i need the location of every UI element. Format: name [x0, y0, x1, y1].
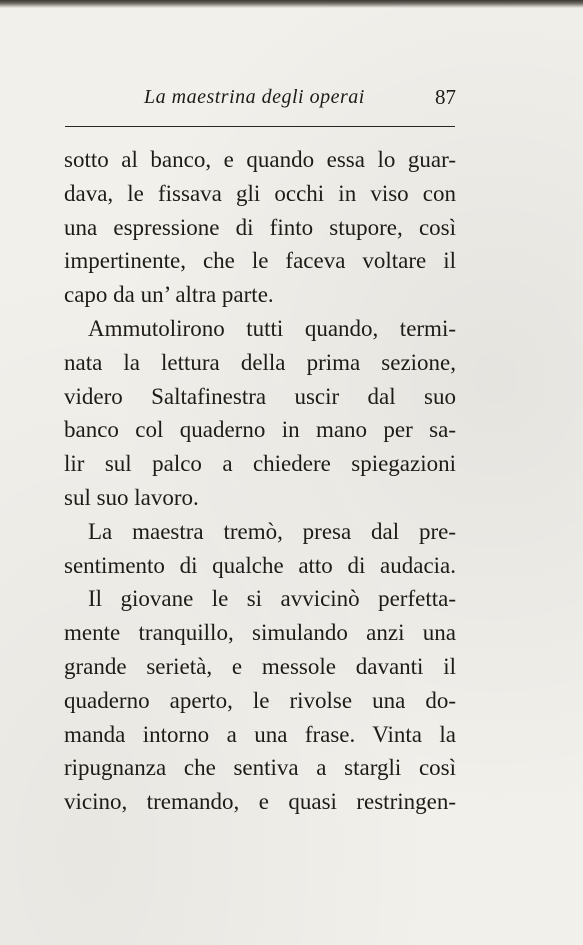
- text-line: Il giovane le si avvicinò perfetta-: [88, 586, 456, 612]
- text-line: banco col quaderno in mano per sa-: [64, 417, 456, 443]
- text-line: nata la lettura della prima sezione,: [64, 349, 456, 375]
- body-text: [64, 143, 456, 819]
- text-line: La maestra tremò, presa dal pre-: [88, 518, 456, 544]
- text-line: dava, le fissava gli occhi in viso con: [64, 180, 456, 206]
- text-line: grande serietà, e messole davanti il: [64, 653, 456, 679]
- text-line: sentimento di qualche atto di audacia.: [64, 552, 456, 578]
- page-number: 87: [435, 85, 456, 109]
- header-rule: [65, 126, 455, 127]
- running-title: La maestrina degli operai: [144, 86, 365, 108]
- text-line: ripugnanza che sentiva a stargli così: [64, 755, 456, 781]
- text-line: Ammutolirono tutti quando, termi-: [88, 315, 456, 341]
- text-line: capo da un’ altra parte.: [64, 282, 274, 308]
- text-line: quaderno aperto, le rivolse una do-: [64, 687, 456, 713]
- page-top-edge: [0, 0, 583, 8]
- text-line: manda intorno a una frase. Vinta la: [64, 721, 456, 747]
- text-line: mente tranquillo, simulando anzi una: [64, 620, 456, 646]
- text-line: sotto al banco, e quando essa lo guar-: [64, 147, 456, 172]
- text-line: una espressione di finto stupore, così: [64, 214, 456, 240]
- text-line: vicino, tremando, e quasi restringen-: [64, 789, 456, 815]
- running-head: [64, 86, 456, 116]
- text-line: videro Saltafinestra uscir dal suo: [64, 383, 456, 409]
- text-line: lir sul palco a chiedere spiegazioni: [64, 451, 456, 477]
- text-line: impertinente, che le faceva voltare il: [64, 248, 456, 274]
- text-line: sul suo lavoro.: [64, 484, 199, 510]
